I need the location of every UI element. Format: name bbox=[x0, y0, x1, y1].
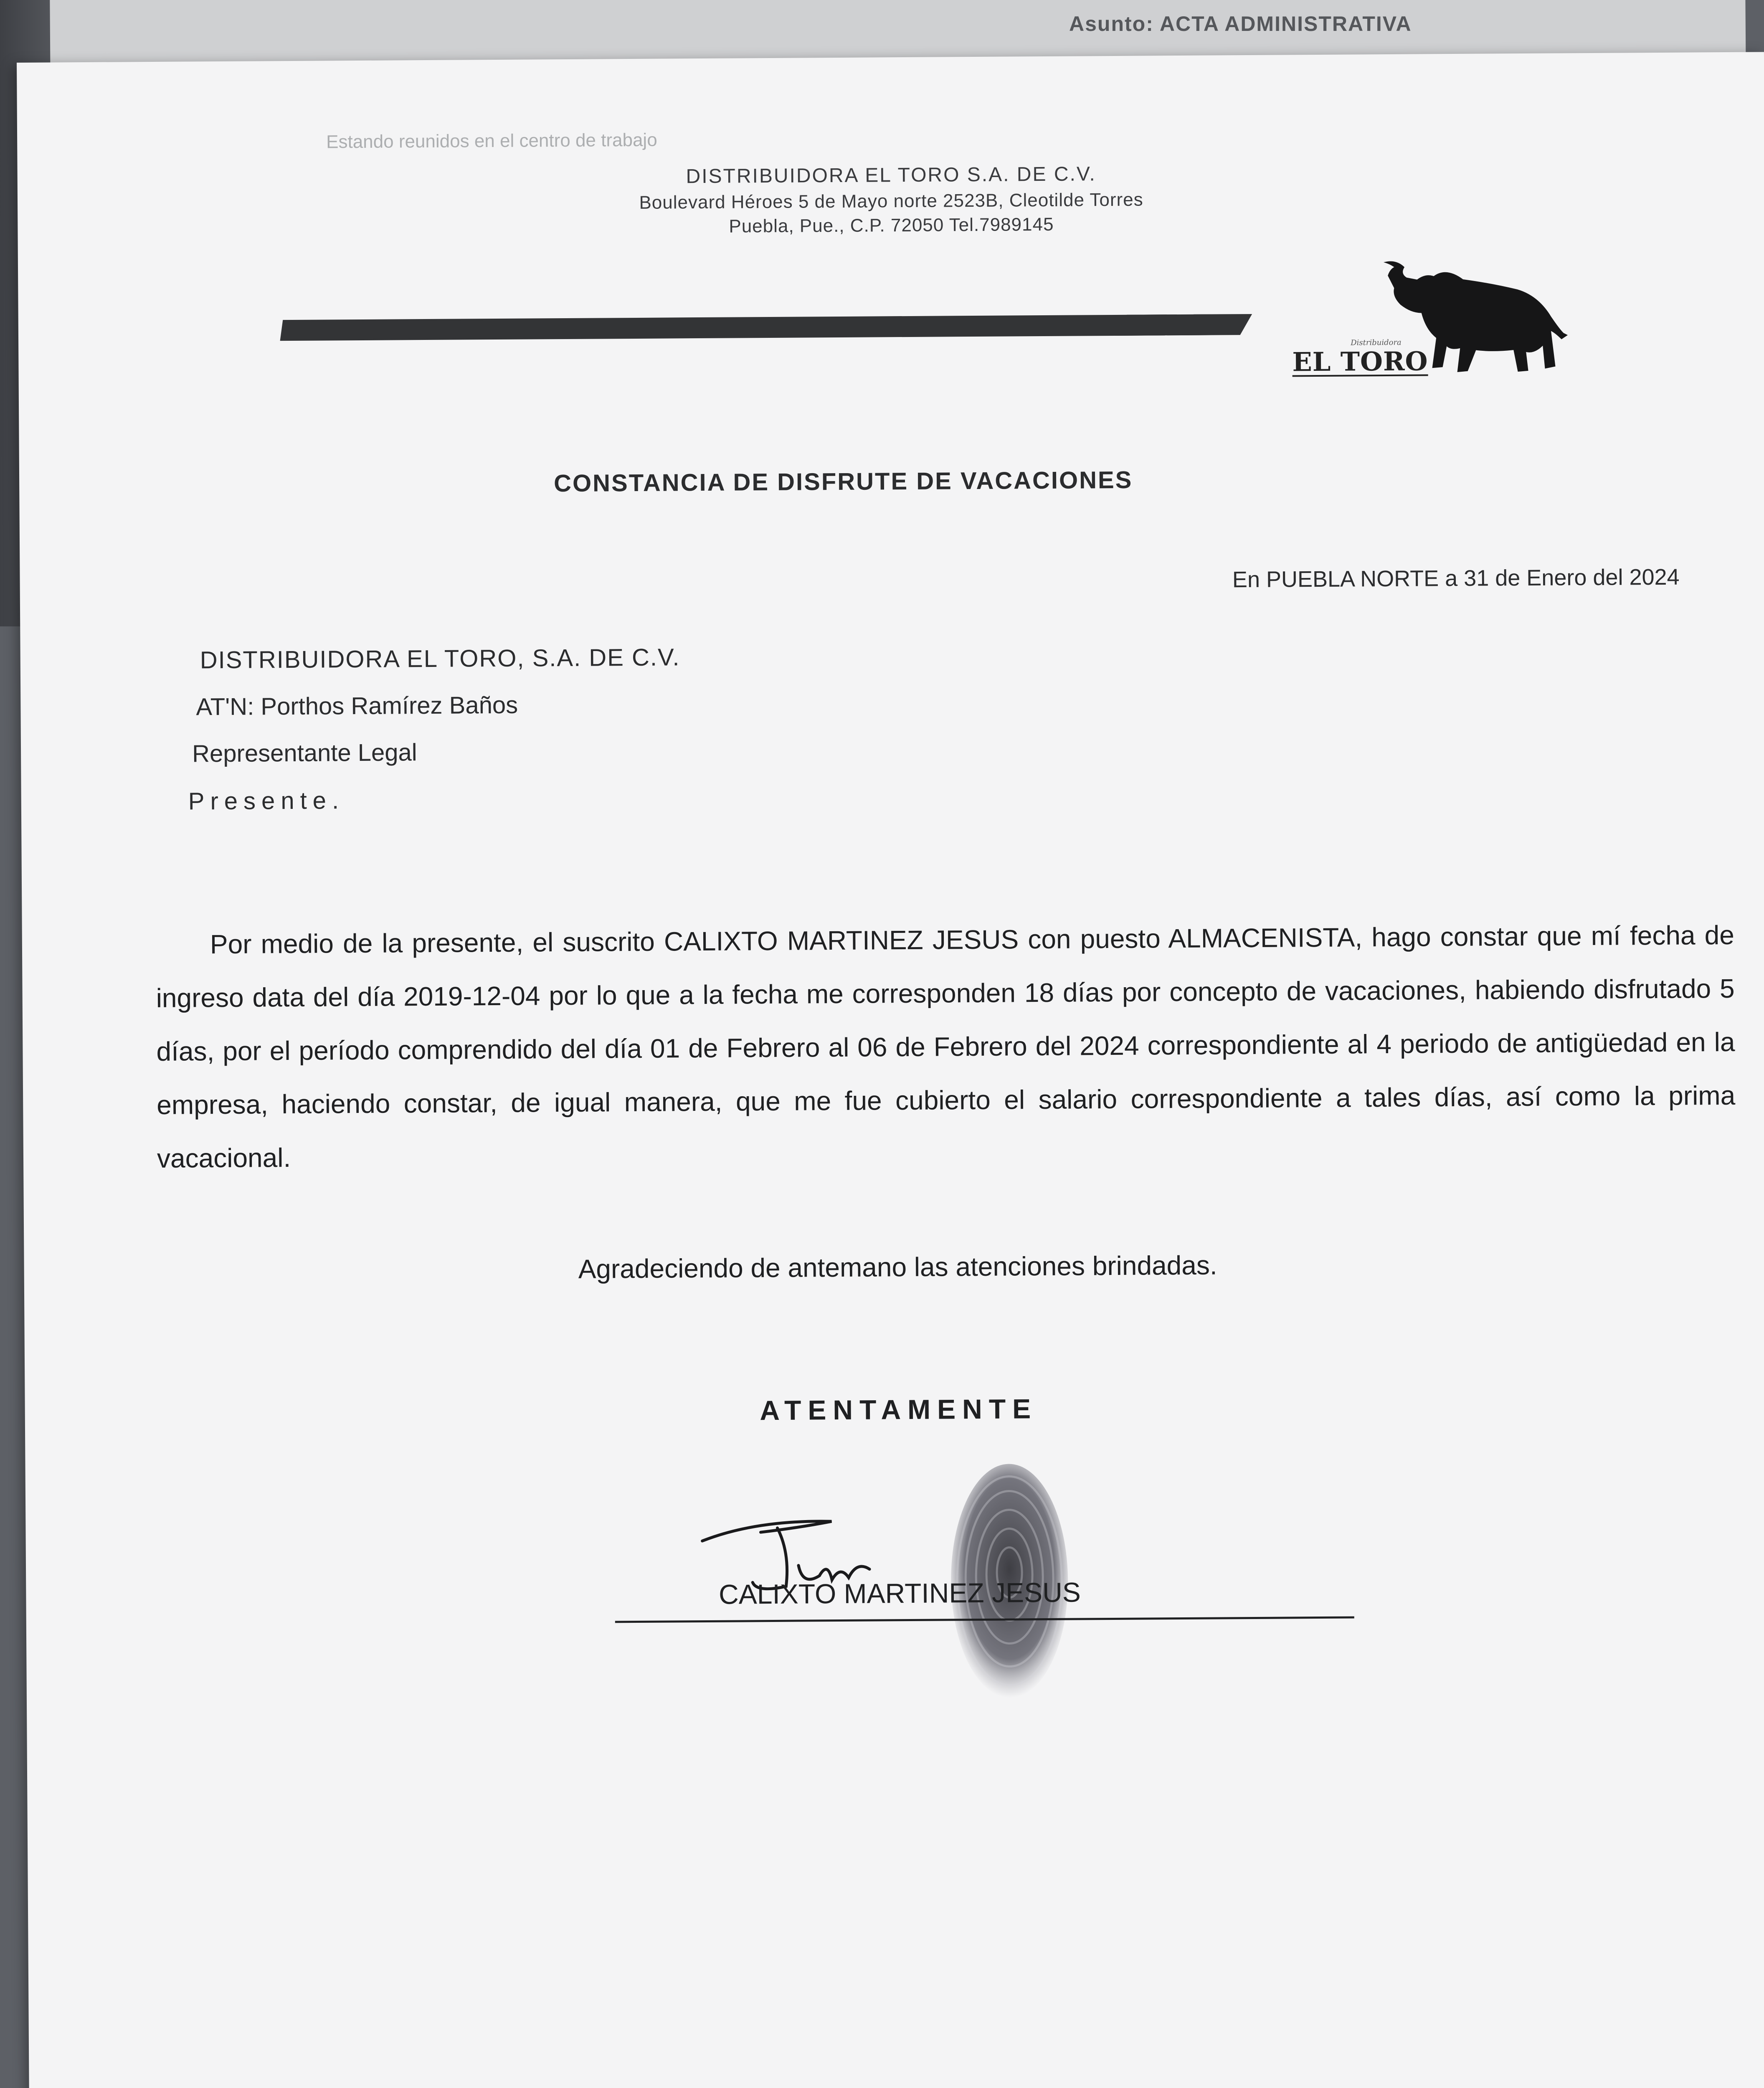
logo-text: EL TORO bbox=[1292, 346, 1428, 378]
background-subject: Asunto: ACTA ADMINISTRATIVA bbox=[1069, 12, 1412, 35]
logo-tagline: Distribuidora bbox=[1351, 338, 1402, 347]
letter-page bbox=[17, 52, 1764, 2088]
recipient-company: DISTRIBUIDORA EL TORO, S.A. DE C.V. bbox=[200, 644, 680, 674]
company-logo bbox=[1267, 249, 1585, 385]
letterhead-company: DISTRIBUIDORA EL TORO S.A. DE C.V. bbox=[686, 163, 1096, 188]
header-dash bbox=[1182, 314, 1252, 335]
recipient-role: Representante Legal bbox=[192, 739, 417, 768]
thanks-line: Agradeciendo de antemano las atenciones brindadas. bbox=[578, 1250, 1217, 1284]
recipient-attn: AT'N: Porthos Ramírez Baños bbox=[196, 691, 518, 721]
recipient-presente: Presente. bbox=[188, 787, 345, 815]
background-faded-text: Estando reunidos en el centro de trabajo bbox=[326, 129, 657, 152]
document-title: CONSTANCIA DE DISFRUTE DE VACACIONES bbox=[553, 466, 1133, 497]
header-bar bbox=[280, 314, 1214, 341]
signer-name: CALIXTO MARTINEZ JESUS bbox=[718, 1576, 1081, 1610]
dateline: En PUEBLA NORTE a 31 de Enero del 2024 bbox=[1232, 564, 1680, 593]
closing: ATENTAMENTE bbox=[760, 1393, 1038, 1426]
body-paragraph: Por medio de la presente, el suscrito CALIXTO MARTINEZ JESUS con puesto ALMACENISTA, hago constar que mí fecha de ingreso data del día 2019-12-04 por lo que a la fecha me corresponden 18 días por concepto de vacaciones, habiendo disfrutado 5 días, por el período comprendido del día 01 de Febrero al 06 de Febrero del 2024 correspondiente al 4 periodo de antigüedad en la empresa, haciendo constar, de igual manera, que me fue cubierto el salario correspondiente a tales días, así como la prima vacacional. bbox=[156, 920, 1736, 1173]
letterhead-city: Puebla, Pue., C.P. 72050 Tel.7989145 bbox=[729, 214, 1054, 237]
letterhead-address: Boulevard Héroes 5 de Mayo norte 2523B, Cleotilde Torres bbox=[639, 189, 1143, 213]
